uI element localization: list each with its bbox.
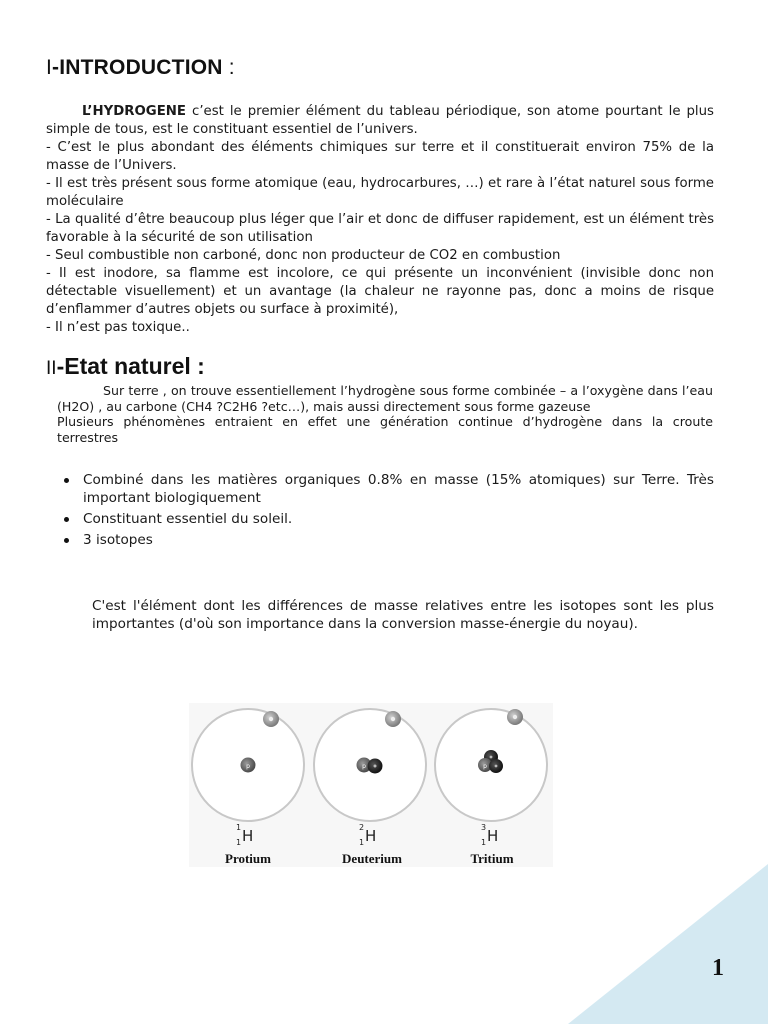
intro-paragraph: - Il n’est pas toxique.. — [46, 320, 190, 335]
isotope-label-protium: Protium — [225, 851, 271, 866]
isotopes-figure: p p p 1 1 H Protium 2 1 H Deuterium 3 1 H Tritium — [189, 703, 553, 867]
section-colon: : — [228, 56, 235, 79]
svg-text:p: p — [246, 763, 250, 770]
hydrogene-term: L’HYDROGENE — [82, 104, 187, 119]
section-title: -Etat naturel : — [56, 353, 205, 379]
etat-naturel-body — [57, 383, 713, 445]
corner-decoration — [568, 864, 768, 1024]
isotope-note: C'est l'élément dont les différences de masse relatives entre les isotopes sont les plus importantes (d'où son importance dans la conversion masse-énergie du noyau). — [92, 598, 714, 632]
intro-paragraph: - C’est le plus abondant des éléments chimiques sur terre et il constituerait environ 75% de la masse de l’Univers. — [46, 140, 714, 173]
svg-text:p: p — [483, 763, 487, 770]
isotope-label-tritium: Tritium — [470, 851, 514, 866]
introduction-body — [46, 103, 714, 337]
list-item: Combiné dans les matières organiques 0.8% en masse (15% atomiques) sur Terre. Très important biologiquement — [62, 471, 714, 507]
protium-atom — [192, 709, 304, 821]
intro-paragraph: - Il est inodore, sa flamme est incolore, ce qui présente un inconvénient (invisible donc non détectable visuellement) et un avantage (la chaleur ne rayonne pas, donc a moins de risque d’enflammer d’autres objets ou surface à proximité), — [46, 266, 714, 317]
svg-text:p: p — [362, 763, 366, 770]
tritium-atom — [435, 709, 547, 821]
section-heading-etat-naturel — [46, 353, 205, 380]
isotope-label-deuterium: Deuterium — [342, 851, 402, 866]
section-number: II — [46, 358, 57, 379]
list-item: 3 isotopes — [62, 531, 714, 549]
section-heading-introduction — [46, 56, 235, 80]
section-number: I — [46, 56, 53, 79]
deuterium-atom — [314, 709, 426, 821]
list-item: Constituant essentiel du soleil. — [62, 510, 714, 528]
bullet-list — [62, 471, 714, 552]
etat-paragraph: Sur terre , on trouve essentiellement l’hydrogène sous forme combinée – a l’oxygène dans l’eau (H2O) , au carbone (CH4 ?C2H6 ?etc…), mais aussi directement sous forme gazeuse — [57, 383, 713, 414]
section-title: -INTRODUCTION — [52, 56, 223, 79]
intro-paragraph: - La qualité d’être beaucoup plus léger que l’air et donc de diffuser rapidement, est un élément très favorable à la sécurité de son utilisation — [46, 212, 714, 245]
intro-paragraph: L’HYDROGENE c’est le premier élément du tableau périodique, son atome pourtant le plus simple de tous, est le constituant essentiel de l’univers. — [46, 104, 714, 137]
intro-paragraph: - Il est très présent sous forme atomique (eau, hydrocarbures, …) et rare à l’état naturel sous forme moléculaire — [46, 176, 714, 209]
etat-paragraph: Plusieurs phénomènes entraient en effet une génération continue d’hydrogène dans la croute terrestres — [57, 414, 713, 445]
intro-paragraph: - Seul combustible non carboné, donc non producteur de CO2 en combustion — [46, 248, 561, 263]
page-number: 1 — [712, 955, 724, 981]
